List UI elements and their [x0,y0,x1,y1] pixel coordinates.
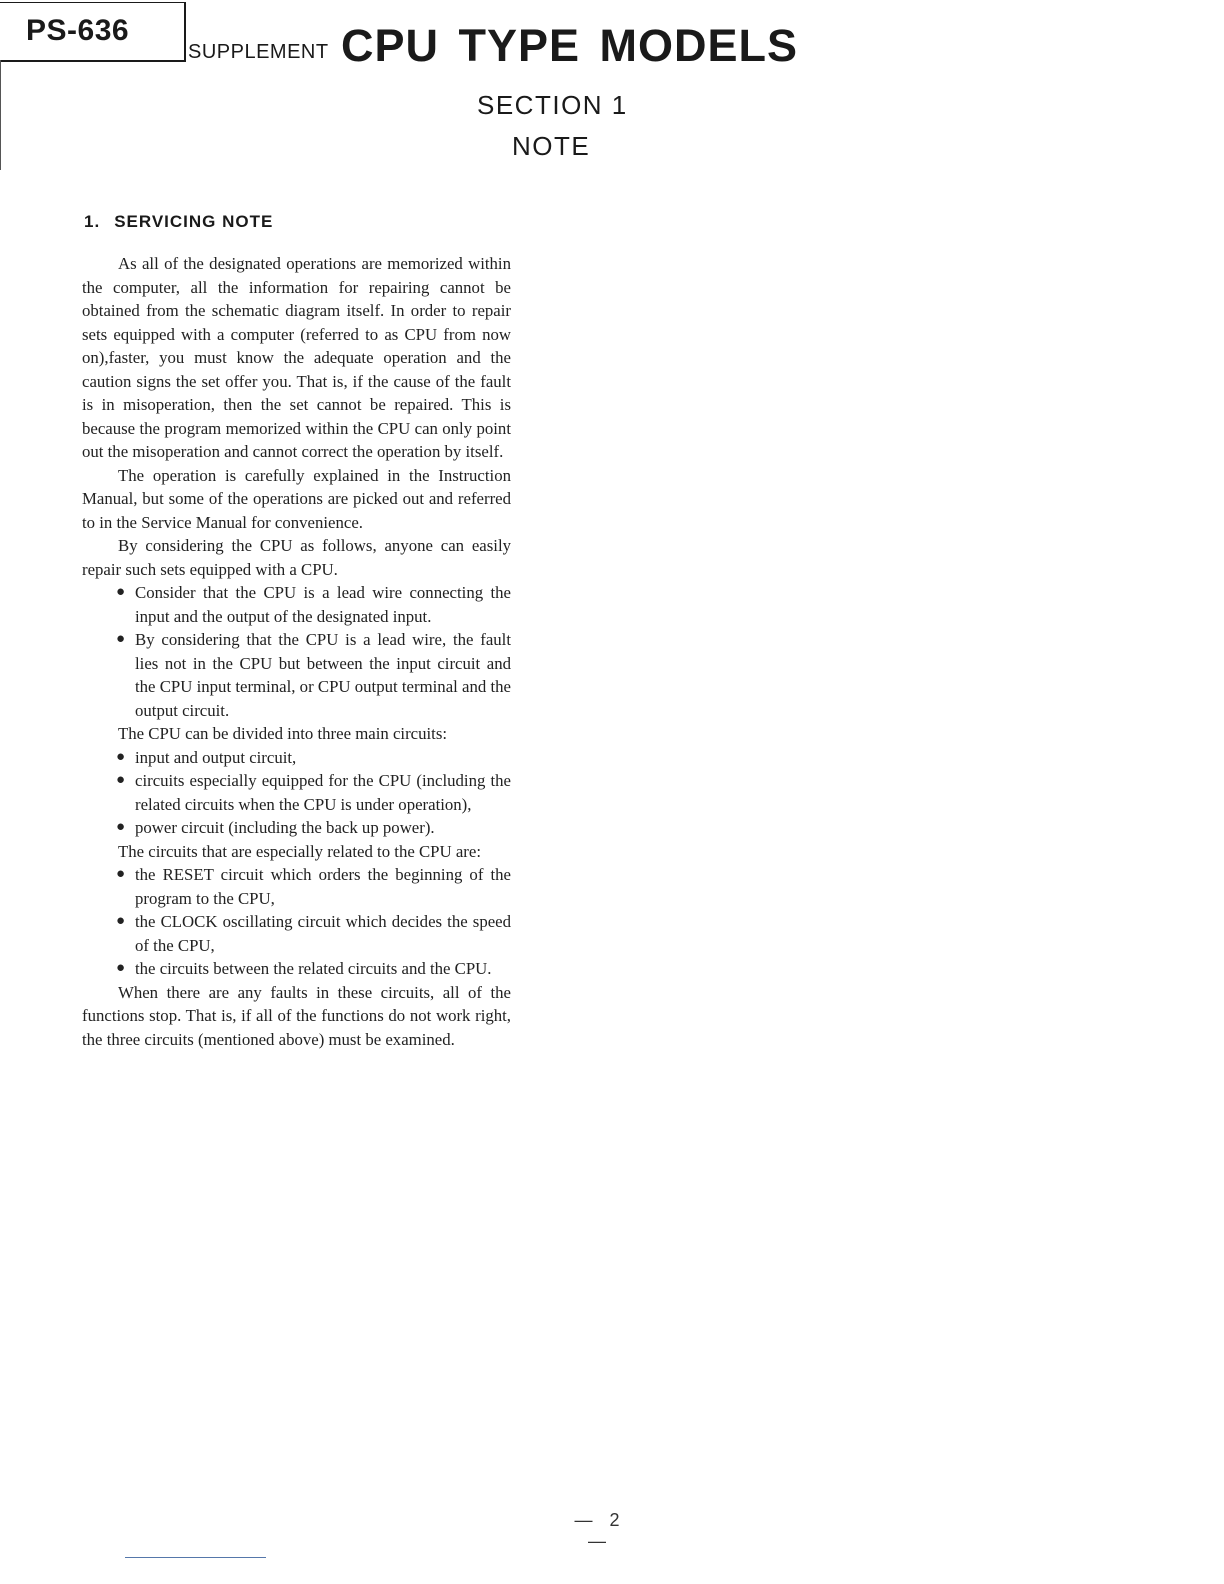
bullet-text: the CLOCK oscillating circuit which decides the speed of the CPU, [135,912,511,955]
bullet-text: circuits especially equipped for the CPU (including the related circuits when the CPU is under operation), [135,771,511,814]
section-label: SECTION 1 [477,90,628,120]
paragraph: The operation is carefully explained in the Instruction Manual, but some of the operations are picked out and referred to in the Service Manual for convenience. [82,465,511,532]
bullet-icon: ● [116,748,126,765]
bullet-item [116,769,511,816]
bullet-item [116,746,511,770]
left-margin-rule [0,60,1,170]
paragraph: By considering the CPU as follows, anyone can easily repair such sets equipped with a CPU. [82,536,511,579]
page-number: — 2 — [574,1510,626,1551]
bullet-text: input and output circuit, [135,747,297,767]
bottom-rule [125,1557,266,1558]
heading-number: 1. [84,212,101,231]
bullet-icon: ● [116,584,126,600]
page-title: CPU TYPE MODELS [341,20,799,71]
section-subtitle: NOTE [512,131,591,161]
section-heading [84,212,273,232]
bullet-item [116,957,511,981]
body-text [82,252,511,1051]
bullet-item [116,816,511,840]
bullet-text: the RESET circuit which orders the beginning of the program to the CPU, [135,865,511,908]
bullet-item [116,863,511,910]
bullet-text: power circuit (including the back up power). [135,818,435,837]
paragraph: The CPU can be divided into three main circuits: [118,724,448,743]
heading-text: SERVICING NOTE [114,212,274,231]
paragraph: The circuits that are especially related to the CPU are: [118,841,481,861]
bullet-icon: ● [116,819,126,835]
bullet-icon: ● [116,913,126,929]
bullet-icon: ● [116,866,126,882]
bullet-text: Consider that the CPU is a lead wire connecting the input and the output of the designated input. [135,583,511,626]
bullet-icon: ● [116,631,126,647]
paragraph: As all of the designated operations are memorized within the computer, all the information for repairing cannot be obtained from the schematic diagram itself. In order to repair sets equipped with a computer (referred to as CPU from now on),faster, you must know the adequate operation and the caution signs the set offer you. That is, if the cause of the fault is in misoperation, then the set cannot be repaired. This is because the program memorized within the CPU can only point out the misoperation and cannot correct the operation by itself. [82,254,511,461]
bullet-item [116,628,511,722]
bullet-icon: ● [116,772,126,788]
bullet-icon: ● [116,960,126,976]
bullet-item [116,581,511,628]
bullet-text: the circuits between the related circuits and the CPU. [135,959,492,978]
bullet-item [116,910,511,957]
model-code: PS-636 [26,14,130,47]
supplement-label: SUPPLEMENT [188,41,329,63]
paragraph: When there are any faults in these circuits, all of the functions stop. That is, if all of the functions do not work right, the three circuits (mentioned above) must be examined. [82,982,511,1049]
bullet-text: By considering that the CPU is a lead wire, the fault lies not in the CPU but between the input circuit and the CPU input terminal, or CPU output terminal and the output circuit. [135,630,511,720]
